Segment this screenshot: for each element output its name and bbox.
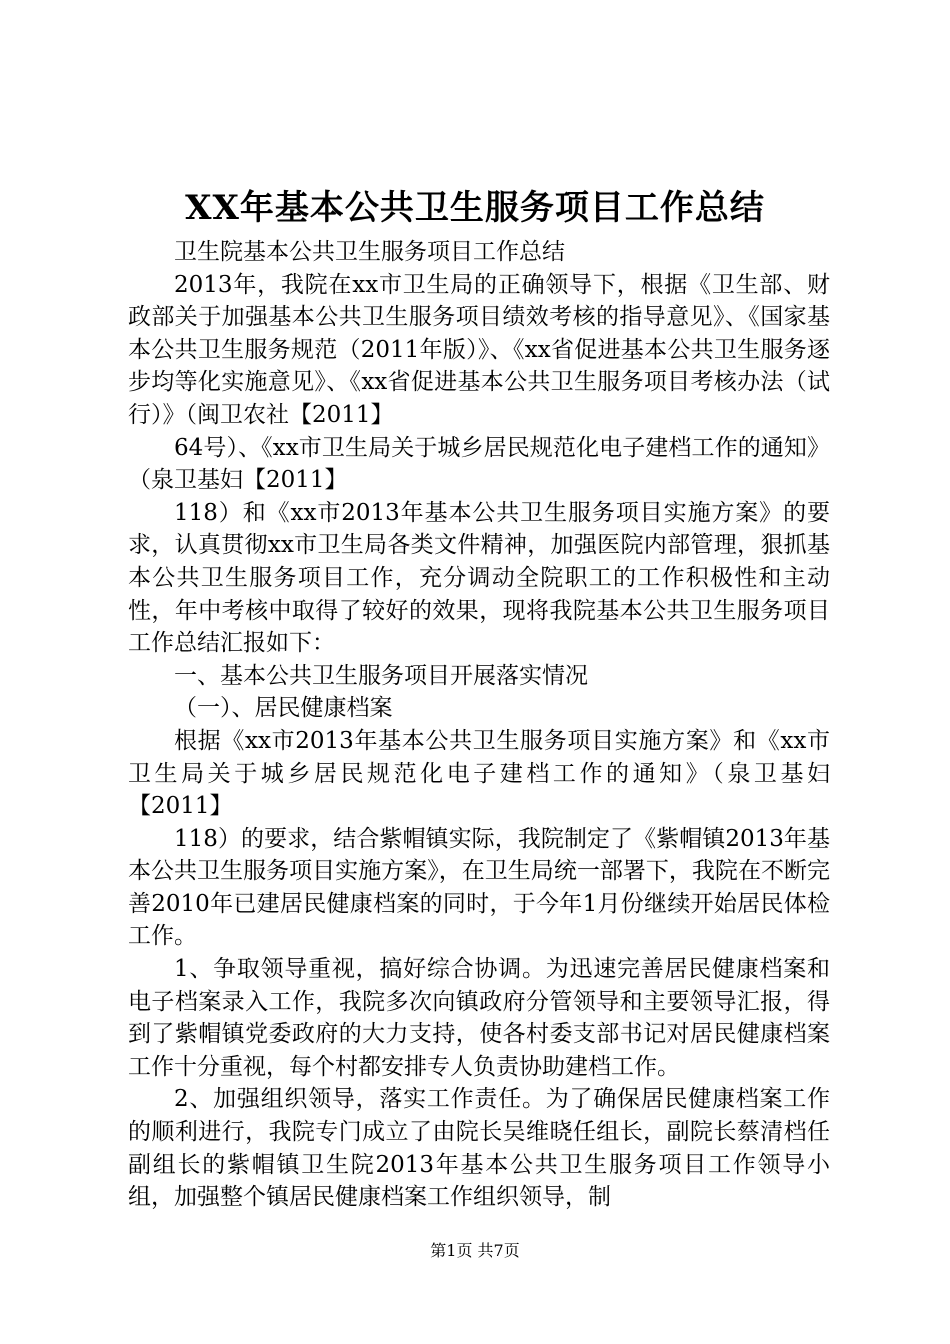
- subsection-heading: （一）、居民健康档案: [174, 695, 393, 722]
- paragraph: 64号）、《xx市卫生局关于城乡居民规范化电子建档工作的通知》（泉卫基妇【2011】: [128, 434, 830, 494]
- paragraph: 2013年，我院在xx市卫生局的正确领导下，根据《卫生部、财政部关于加强基本公共卫生服务项目绩效考核的指导意见》、《国家基本公共卫生服务规范（2011年版）》、《xx省促进基本公共卫生服务逐步均等化实施意见》、《xx省促进基本公共卫生服务项目考核办法（试行）》（闽卫农社【2011】: [128, 271, 830, 428]
- page-footer: 第1页 共7页: [430, 1241, 520, 1260]
- paragraph: 2、加强组织领导，落实工作责任。为了确保居民健康档案工作的顺利进行，我院专门成立了由院长吴维晓任组长，副院长蔡清档任副组长的紫帽镇卫生院2013年基本公共卫生服务项目工作领导小组，加强整个镇居民健康档案工作组织领导，制: [128, 1086, 830, 1211]
- section-heading: 一、基本公共卫生服务项目开展落实情况: [174, 662, 588, 689]
- document-title: XX年基本公共卫生服务项目工作总结: [185, 188, 765, 228]
- document-body: [128, 236, 830, 1214]
- paragraph: 118）和《xx市2013年基本公共卫生服务项目实施方案》的要求，认真贯彻xx市卫生局各类文件精神，加强医院内部管理，狠抓基本公共卫生服务项目工作，充分调动全院职工的工作积极性和主动性，年中考核中取得了较好的效果，现将我院基本公共卫生服务项目工作总结汇报如下：: [128, 499, 830, 657]
- paragraph: 卫生院基本公共卫生服务项目工作总结: [174, 239, 565, 265]
- paragraph: 1、争取领导重视，搞好综合协调。为迅速完善居民健康档案和电子档案录入工作，我院多次向镇政府分管领导和主要领导汇报，得到了紫帽镇党委政府的大力支持，使各村委支部书记对居民健康档案工作十分重视，每个村都安排专人负责协助建档工作。: [128, 956, 830, 1080]
- paragraph: 118）的要求，结合紫帽镇实际，我院制定了《紫帽镇2013年基本公共卫生服务项目实施方案》，在卫生局统一部署下，我院在不断完善2010年已建居民健康档案的同时，于今年1月份继续开始居民体检工作。: [128, 825, 830, 950]
- paragraph: 根据《xx市2013年基本公共卫生服务项目实施方案》和《xx市卫生局关于城乡居民规范化电子建档工作的通知》（泉卫基妇【2011】: [128, 727, 830, 820]
